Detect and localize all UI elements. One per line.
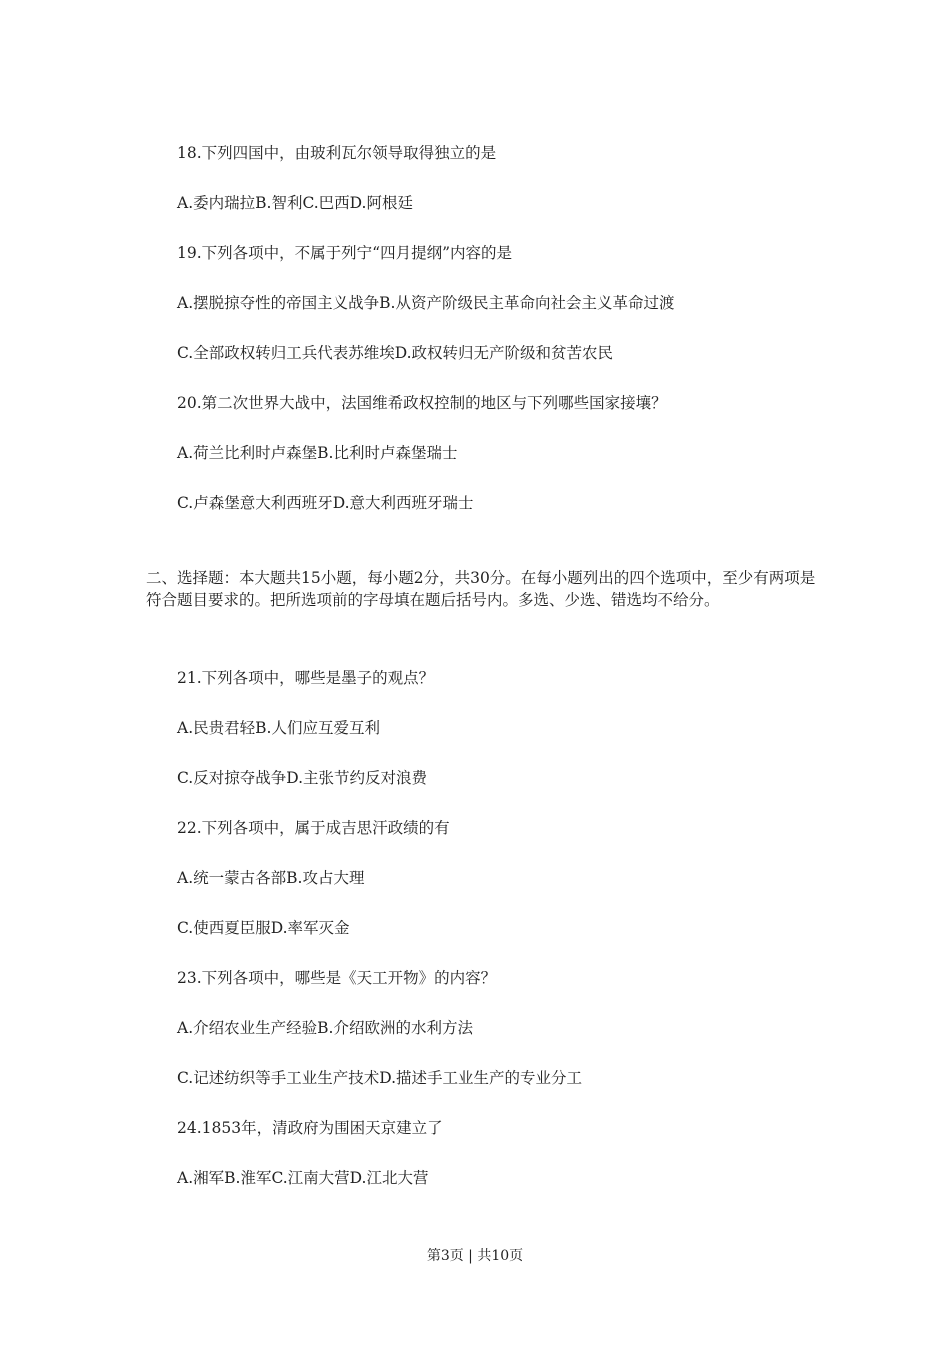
question-24-options: A.湘军B.淮军C.江南大营D.江北大营 [177, 1169, 429, 1187]
question-20-options-row-2: C.卢森堡意大利西班牙D.意大利西班牙瑞士 [177, 494, 474, 512]
question-21-options-row-2: C.反对掠夺战争D.主张节约反对浪费 [177, 769, 428, 787]
question-19-options-row-2: C.全部政权转归工兵代表苏维埃D.政权转归无产阶级和贫苦农民 [177, 344, 614, 362]
question-23-options-row-2: C.记述纺织等手工业生产技术D.描述手工业生产的专业分工 [177, 1069, 583, 1087]
question-21-stem: 21.下列各项中，哪些是墨子的观点？ [177, 669, 435, 687]
section-2-instructions: 二、选择题：本大题共15小题，每小题2分，共30分。在每小题列出的四个选项中，至少有两项是符合题目要求的。把所选项前的字母填在题后括号内。多选、少选、错选均不给分。 [146, 569, 816, 609]
question-20-stem: 20.第二次世界大战中，法国维希政权控制的地区与下列哪些国家接壤？ [177, 394, 667, 412]
question-18-options: A.委内瑞拉B.智利C.巴西D.阿根廷 [177, 194, 413, 212]
question-22-stem: 22.下列各项中，属于成吉思汗政绩的有 [177, 819, 450, 837]
question-22-options-row-1: A.统一蒙古各部B.攻占大理 [177, 869, 365, 887]
page-footer: 第3页 | 共10页 [426, 1248, 524, 1264]
question-18-stem: 18.下列四国中，由玻利瓦尔领导取得独立的是 [177, 144, 497, 162]
question-23-options-row-1: A.介绍农业生产经验B.介绍欧洲的水利方法 [177, 1019, 473, 1037]
question-21-options-row-1: A.民贵君轻B.人们应互爱互利 [177, 719, 380, 737]
question-24-stem: 24.1853年，清政府为围困天京建立了 [177, 1119, 443, 1137]
question-20-options-row-1: A.荷兰比利时卢森堡B.比利时卢森堡瑞士 [177, 444, 458, 462]
question-23-stem: 23.下列各项中，哪些是《天工开物》的内容？ [177, 969, 497, 987]
question-22-options-row-2: C.使西夏臣服D.率军灭金 [177, 919, 350, 937]
question-19-options-row-1: A.摆脱掠夺性的帝国主义战争B.从资产阶级民主革命向社会主义革命过渡 [177, 294, 675, 312]
question-19-stem: 19.下列各项中，不属于列宁“四月提纲”内容的是 [177, 244, 512, 262]
